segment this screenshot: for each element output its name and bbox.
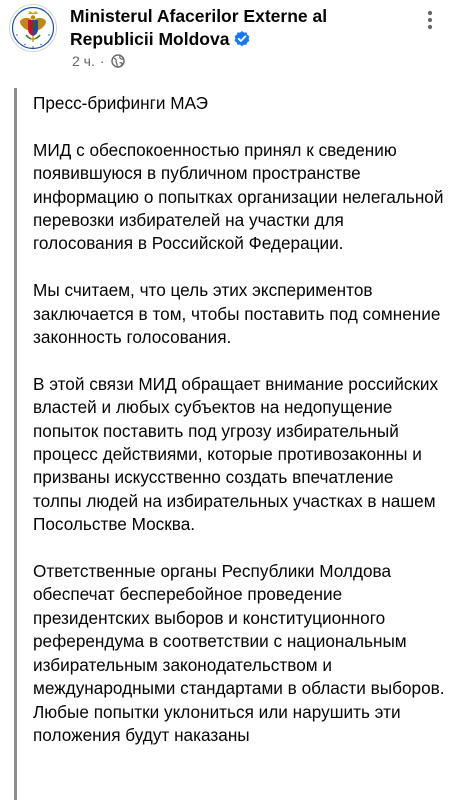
- post-header: [0, 0, 456, 86]
- page-name-text[interactable]: Ministerul Afacerilor Externe al Republicii Moldova: [70, 6, 328, 49]
- vertical-dots-icon: [427, 10, 433, 30]
- post-paragraph-title: Пресс-брифинги МАЭ: [33, 93, 209, 113]
- page-avatar[interactable]: [9, 4, 57, 52]
- post-paragraph: Ответственные органы Республики Молдова обеспечат бесперебойное проведение президентских выборов и конституционного референдума в соответствии с национальным избирательным законодательством и международными стандартами в области выборов. Любые попытки уклониться или нарушить эти положения будут наказаны: [33, 561, 445, 745]
- post-timestamp[interactable]: 2 ч.: [72, 53, 95, 69]
- globe-icon[interactable]: [111, 54, 125, 68]
- post-paragraph: МИД с обеспокоенностью принял к сведению появившуюся в публичном пространстве информацию о попытках организации нелегальной перевозки избирателей на участки для голосования в Российской Федерации.: [33, 139, 444, 254]
- page-name[interactable]: [70, 5, 400, 51]
- moldova-coat-of-arms-logo: [10, 5, 56, 51]
- post-paragraph: В этой связи МИД обращает внимание российских властей и любых субъектов на недопущение попыток поставить под угрозу избирательный процесс действиями, которые противозаконны и призваны искусственно создать впечатление толпы людей на избирательных участках в нашем Посольстве Москва.: [33, 373, 439, 535]
- more-options-button[interactable]: [414, 4, 446, 36]
- post-meta: [72, 52, 125, 70]
- meta-separator: ·: [99, 53, 105, 69]
- post-text: [14, 88, 454, 800]
- verified-badge-icon: [233, 30, 251, 48]
- post-paragraph: Мы считаем, что цель этих экспериментов заключается в том, чтобы поставить под сомнение законность голосования.: [33, 280, 441, 348]
